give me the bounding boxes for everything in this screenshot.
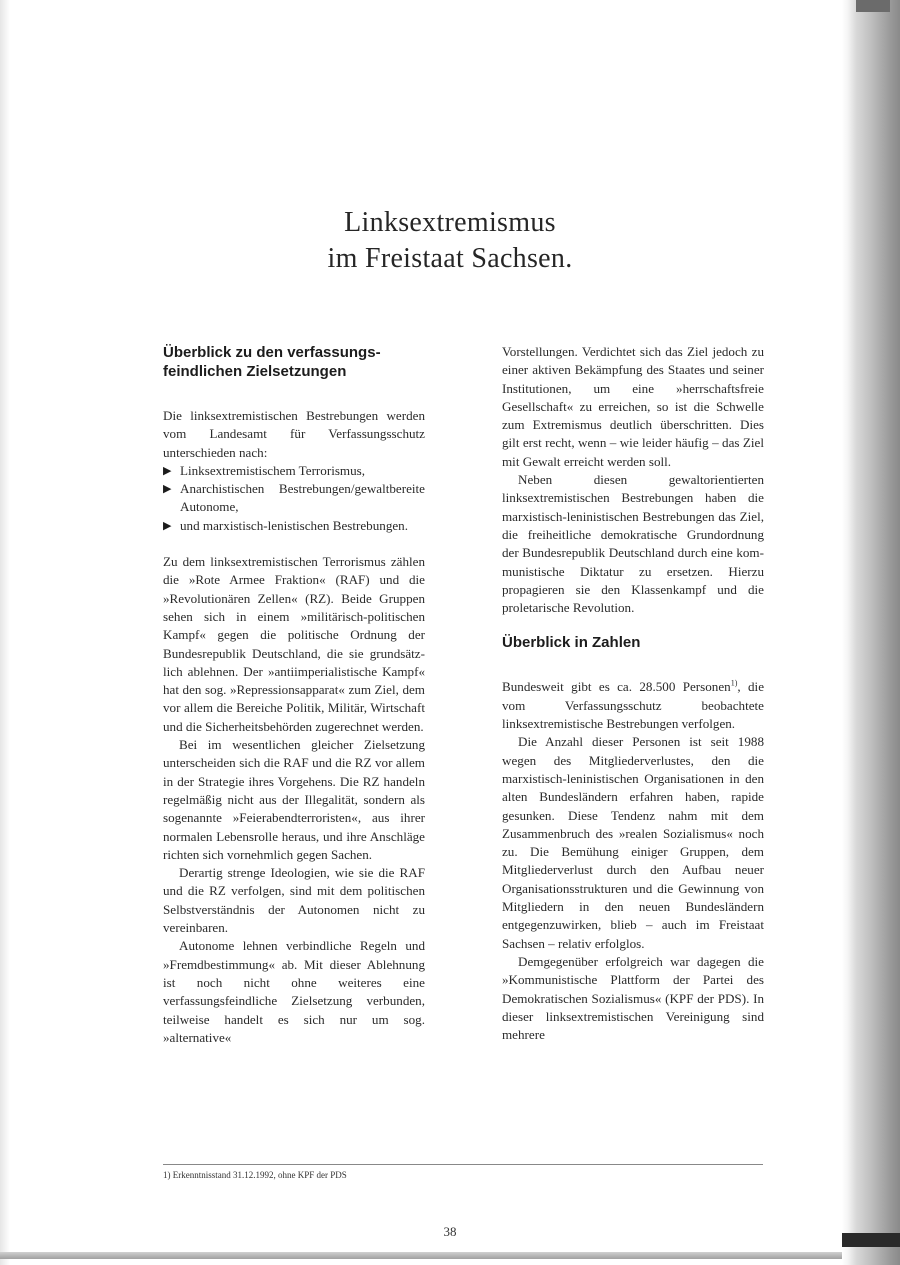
scan-edge-cap xyxy=(856,0,890,12)
category-list xyxy=(163,462,425,535)
paragraph-marxistisch: Neben diesen gewaltorientierten linksextremistischen Bestrebungen haben die marxistisch-leninistischen Bestrebungen das Ziel, die freiheitliche demokratische Grundordnung der Bundesrepublik Deutschland durch eine kommunistische Diktatur zu ersetzen. Hierzu propagieren sie den Klassenkampf und die proletarische Revolution. xyxy=(502,472,764,616)
paragraph-ideologien: Derartig strenge Ideologien, wie sie die RAF und die RZ verfolgen, sind mit dem politischen Selbstverständnis der Autonomen nicht zu vereinbaren. xyxy=(163,865,425,936)
list-item-text: Anarchistischen Bestrebungen/gewaltbereite Autonome, xyxy=(180,481,425,515)
scan-edge-left xyxy=(0,0,10,1265)
list-item-text: Linksextremistischem Terrorismus, xyxy=(180,462,366,478)
right-column xyxy=(502,343,764,1044)
paragraph-autonome: Autonome lehnen verbindliche Regeln und »Fremdbestimmung« ab. Mit dieser Ablehnung ist noch nicht ohne weiteres eine verfassungsfeindliche Zielsetzung verbunden, teilweise handelt es sich nur um sog. »alternative« xyxy=(163,938,425,1045)
paragraph-anzahl: Die Anzahl dieser Personen ist seit 1988 wegen des Mitgliederverlustes, den die marxistisch-leninistischen Organisationen in den alten Bundesländern erfahren haben, rapide gesunken. Diese Tendenz nahm mit dem Zusammenbruch des »realen Sozialismus« noch zu. Die Bemühung einiger Gruppen, dem Mitgliederverlust durch den Aufbau neuer Organisationsstrukturen und die Gewinnung von Mitgliedern in den neuen Bundesländern entgegenzuwirken, blieb – auch im Freistaat Sachsen – relativ erfolglos. xyxy=(502,734,764,951)
paragraph-terrorismus: Zu dem linksextremistischen Terrorismus zählen die »Rote Armee Fraktion« (RAF) und die »Revolutionären Zellen« (RZ). Beide Gruppen sehen sich in einem »militärisch-politischen Kampf« gegen die politische Ordnung der Bundesrepublik Deutschland, die sie grundsätzlich ablehnen. Der »antiimperialistische Kampf« hat den sog. »Repressionsapparat« zum Ziel, dem vor allem die Bereiche Politik, Militär, Wirtschaft und die Sicherheitsbehörden zugerechnet werden. xyxy=(163,554,425,734)
footnote: 1) Erkenntnisstand 31.12.1992, ohne KPF der PDS xyxy=(163,1170,347,1180)
paragraph-bundesweit xyxy=(502,678,764,733)
left-column xyxy=(163,343,425,1047)
triangle-right-icon: ▶ xyxy=(163,519,172,532)
paragraph-vorstellungen: Vorstellungen. Verdichtet sich das Ziel jedoch zu einer aktiven Bekämpfung des Staates und seiner Institutionen, um eine »herrschaftsfreie Gesellschaft« zu erreichen, so ist die Schwelle zum Extremismus deutlich überschritten. Dies gilt erst recht, wenn – wie leider häufig – das Ziel mit Gewalt erreicht werden soll. xyxy=(502,344,764,469)
paragraph-kpf: Demgegenüber erfolgreich war dagegen die »Kommunistische Plattform der Partei des Demokratischen Sozialismus« (KPF der PDS). In dieser linksextremistischen Vereinigung sind mehrere xyxy=(502,953,764,1043)
title-line-2: im Freistaat Sachsen. xyxy=(327,243,573,274)
footnote-divider xyxy=(163,1164,763,1165)
list-item xyxy=(163,462,425,480)
section-heading-zielsetzungen: Überblick zu den verfassungs- feindlichen Zielsetzungen xyxy=(163,344,381,380)
page-number: 38 xyxy=(443,1224,457,1239)
list-item-text: und marxistisch-lenistischen Bestrebungen. xyxy=(180,517,409,533)
title-line-1: Linksextremismus xyxy=(344,207,556,238)
footnote-reference: 1) xyxy=(730,679,738,689)
list-item xyxy=(163,517,425,535)
page-title xyxy=(0,205,900,277)
scan-edge-bottom xyxy=(0,1252,842,1259)
bundesweit-text-cont: , die vom Verfassungsschutz beobachtete linksextremistische Bestrebungen verfolgen. xyxy=(502,679,765,732)
bundesweit-text: Bundesweit gibt es ca. 28.500 Personen xyxy=(502,679,731,695)
list-item xyxy=(163,480,425,517)
section-heading-zahlen: Überblick in Zahlen xyxy=(502,634,641,652)
intro-paragraph: Die linksextremistischen Bestrebungen werden vom Landesamt für Verfassungsschutz unterschieden nach: xyxy=(163,408,425,460)
triangle-right-icon: ▶ xyxy=(163,464,172,477)
triangle-right-icon: ▶ xyxy=(163,483,172,496)
paragraph-raf-rz: Bei im wesentlichen gleicher Zielsetzung unterscheiden sich die RAF und die RZ vor allem in der Strategie ihres Vorgehens. Die RZ handeln regelmäßig nicht aus der Illegalität, sondern als sogenannte »Feierabendterroristen«, aus ihrer normalen Lebensrolle heraus, und ihre Anschläge richten sich vornehmlich gegen Sachen. xyxy=(163,737,425,862)
scan-edge-right xyxy=(842,0,900,1265)
